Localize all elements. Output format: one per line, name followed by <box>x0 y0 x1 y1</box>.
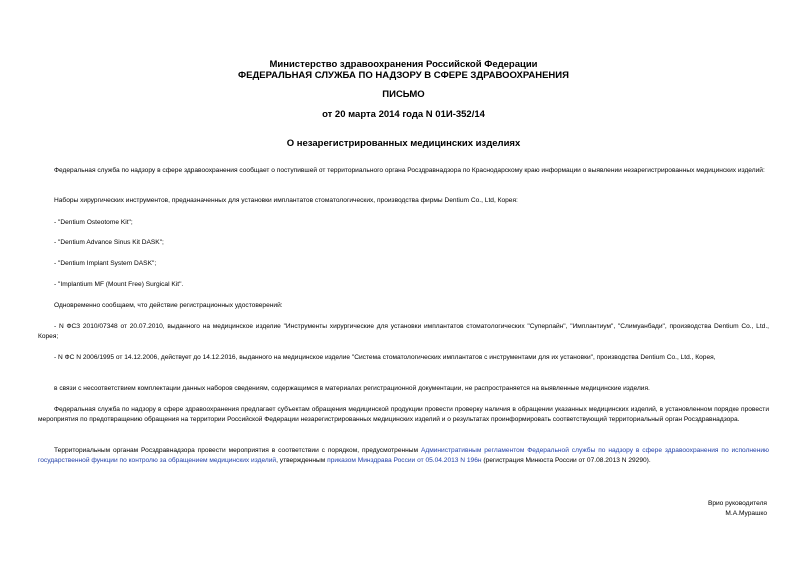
paragraph-territorial-bodies <box>38 446 769 466</box>
paragraph-intro: Федеральная служба по надзору в сфере здравоохранения сообщает о поступившей от территориального органа Росздравнадзора по Краснодарскому краю информации о выявлении незарегистрированных медицинских изделий: <box>54 167 765 174</box>
document-type: ПИСЬМО <box>382 89 425 100</box>
paragraph-proposal: Федеральная служба по надзору в сфере здравоохранения предлагает субъектам обращения медицинской продукции провести проверку наличия в обращении указанных медицинских изделий, в установленном порядке провести мероприятия по предотвращению обращения на территории Российской Федерации незарегистрированных медицинских изделий и о результатах проинформировать соответствующий территориальный орган Росздравнадзора. <box>38 406 769 423</box>
list-item: - "Dentium Advance Sinus Kit DASK"; <box>54 239 164 246</box>
service-name: ФЕДЕРАЛЬНАЯ СЛУЖБА ПО НАДЗОРУ В СФЕРЕ ЗДРАВООХРАНЕНИЯ <box>238 70 569 81</box>
signature-name: М.А.Мурашко <box>725 510 767 517</box>
paragraph-certificate-2: - N ФС N 2006/1995 от 14.12.2006, действует до 14.12.2016, выданного на медицинское изделие "Система стоматологических имплантатов с инструментами для их установки", производства Dentium Co., Ltd., Корея, <box>54 354 716 361</box>
signature-position: Врио руководителя <box>707 500 767 507</box>
list-item: - "Dentium Implant System DASK"; <box>54 260 157 267</box>
paragraph-text: (регистрация Минюста России от 07.08.2013 N 29290). <box>481 457 651 464</box>
document-date-number: от 20 марта 2014 года N 01И-352/14 <box>322 109 485 120</box>
paragraph-text: Территориальным органам Росздравнадзора провести мероприятия в соответствии с порядком, предусмотренным <box>54 447 421 454</box>
regulation-link[interactable]: Административным регламентом Федеральной службы по надзору в сфере здравоохранения по исполнению государственной функции по контролю за обращением медицинских изделий <box>38 447 769 464</box>
list-item: - "Implantium MF (Mount Free) Surgical Kit". <box>54 281 184 288</box>
order-link[interactable]: приказом Минздрава России от 05.04.2013 N 196н <box>327 457 482 464</box>
paragraph-text: , утвержденным <box>276 457 328 464</box>
list-item: - "Dentium Osteotome Kit"; <box>54 219 133 226</box>
paragraph-kits: Наборы хирургических инструментов, предназначенных для установки имплантатов стоматологических, производства фирмы Dentium Co., Ltd, Корея: <box>54 197 518 204</box>
paragraph-certificate-1: - N ФСЗ 2010/07348 от 20.07.2010, выданного на медицинское изделие "Инструменты хирургические для установки имплантатов стоматологических "Суперлайн", "Имплантиум", "Слимуанбади", производства Dentium Co., Ltd., Корея; <box>38 323 769 340</box>
paragraph-certificates: Одновременно сообщаем, что действие регистрационных удостоверений: <box>54 302 283 309</box>
paragraph-reason: в связи с несоответствием комплектации данных наборов сведениям, содержащимся в материалах регистрационной документации, не распространяется на выявленные медицинские изделия. <box>54 385 650 392</box>
document-title: О незарегистрированных медицинских изделиях <box>286 138 521 149</box>
ministry-name: Министерство здравоохранения Российской Федерации <box>269 59 538 70</box>
